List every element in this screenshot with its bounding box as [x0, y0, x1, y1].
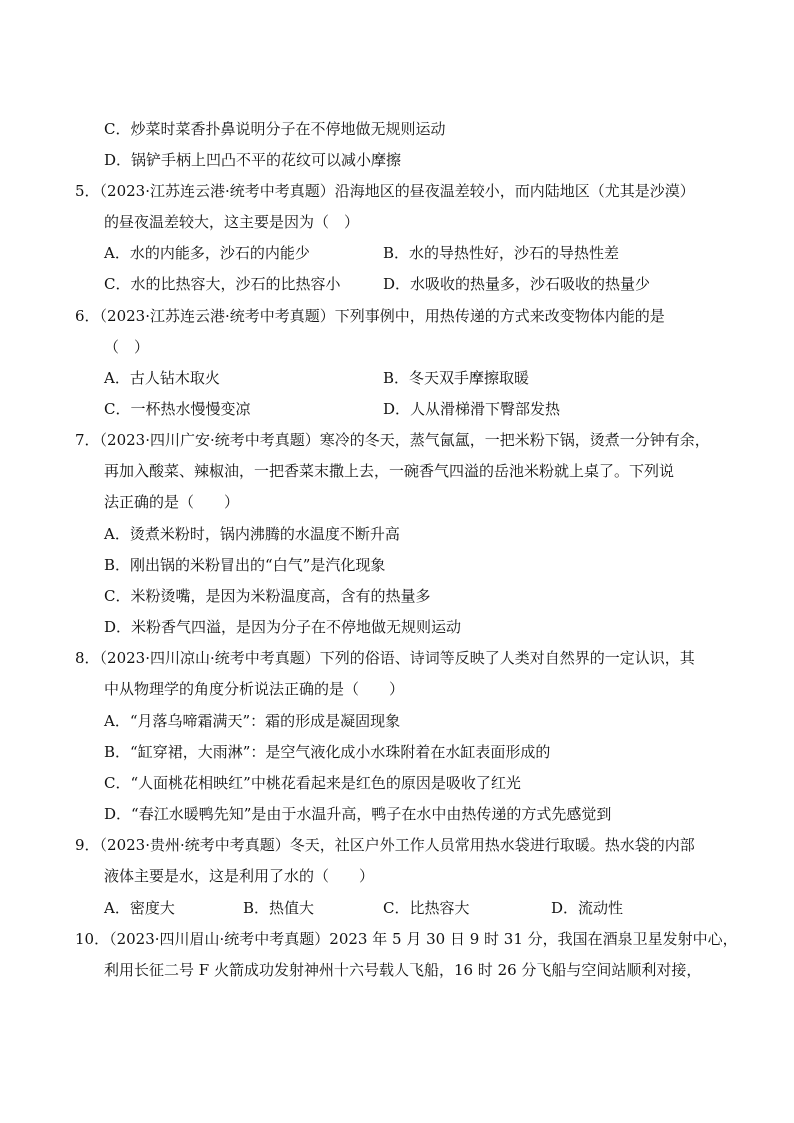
q6-stem-line-1: 6．（2023·江苏连云港·统考中考真题）下列事例中，用热传递的方式来改变物体内能的是 — [75, 307, 665, 325]
q8-stem-line-2: 中从物理学的角度分析说法正确的是（ ） — [104, 680, 405, 698]
q8-option-c: C．“人面桃花相映红”中桃花看起来是红色的原因是吸收了红光 — [104, 774, 521, 792]
q7-stem-line-3: 法正确的是（ ） — [104, 493, 240, 511]
q9-option-c: C．比热容大 — [383, 899, 470, 917]
q6-stem-line-2: （ ） — [104, 338, 150, 356]
q8-option-b: B．“缸穿裙，大雨淋”：是空气液化成小水珠附着在水缸表面形成的 — [104, 743, 551, 761]
q6-option-b: B．冬天双手摩擦取暖 — [383, 369, 530, 387]
q7-option-a: A．烫煮米粉时，锅内沸腾的水温度不断升高 — [104, 525, 400, 543]
q6-option-c: C．一杯热水慢慢变凉 — [104, 400, 251, 418]
q8-stem-line-1: 8．（2023·四川凉山·统考中考真题）下列的俗语、诗词等反映了人类对自然界的一定认识，其 — [75, 649, 695, 667]
q5-option-a: A．水的内能多，沙石的内能少 — [104, 244, 310, 262]
q6-option-a: A．古人钻木取火 — [104, 369, 220, 387]
q10-stem-line-1: 10．（2023·四川眉山·统考中考真题）2023 年 5 月 30 日 9 时 31 分，我国在酒泉卫星发射中心， — [75, 930, 738, 948]
q9-stem-line-2: 液体主要是水，这是利用了水的（ ） — [104, 867, 375, 885]
q9-option-d: D．流动性 — [551, 899, 624, 917]
q7-stem-line-1: 7．（2023·四川广安·统考中考真题）寒冷的冬天，蒸气氤氲，一把米粉下锅，烫煮一分钟有余， — [75, 431, 710, 449]
q8-option-a: A．“月落乌啼霜满天”：霜的形成是凝固现象 — [104, 712, 401, 730]
q7-option-d: D．米粉香气四溢，是因为分子在不停地做无规则运动 — [104, 618, 462, 636]
q9-option-a: A．密度大 — [104, 899, 175, 917]
q5-option-b: B．水的导热性好，沙石的导热性差 — [383, 244, 620, 262]
q7-option-b: B．刚出锅的米粉冒出的“白气”是汽化现象 — [104, 556, 386, 574]
q9-stem-line-1: 9．（2023·贵州·统考中考真题）冬天，社区户外工作人员常用热水袋进行取暖。热水袋的内部 — [75, 836, 695, 854]
q4-option-d: D．锅铲手柄上凹凸不平的花纹可以减小摩擦 — [104, 151, 402, 169]
q5-option-c: C．水的比热容大，沙石的比热容小 — [104, 275, 341, 293]
q7-stem-line-2: 再加入酸菜、辣椒油，一把香菜末撒上去，一碗香气四溢的岳池米粉就上桌了。下列说 — [104, 462, 675, 480]
q10-stem-line-2: 利用长征二号 F 火箭成功发射神州十六号载人飞船，16 时 26 分飞船与空间站顺利对接， — [104, 961, 702, 979]
q6-option-d: D．人从滑梯滑下臀部发热 — [383, 400, 561, 418]
q7-option-c: C．米粉烫嘴，是因为米粉温度高，含有的热量多 — [104, 587, 431, 605]
q5-stem-line-1: 5．（2023·江苏连云港·统考中考真题）沿海地区的昼夜温差较小，而内陆地区（尤其是沙漠） — [75, 182, 695, 200]
q5-option-d: D．水吸收的热量多，沙石吸收的热量少 — [383, 275, 651, 293]
q4-option-c: C．炒菜时菜香扑鼻说明分子在不停地做无规则运动 — [104, 120, 446, 138]
q5-stem-line-2: 的昼夜温差较大，这主要是因为（ ） — [104, 213, 360, 231]
q8-option-d: D．“春江水暖鸭先知”是由于水温升高，鸭子在水中由热传递的方式先感觉到 — [104, 805, 612, 823]
q9-option-b: B．热值大 — [243, 899, 315, 917]
